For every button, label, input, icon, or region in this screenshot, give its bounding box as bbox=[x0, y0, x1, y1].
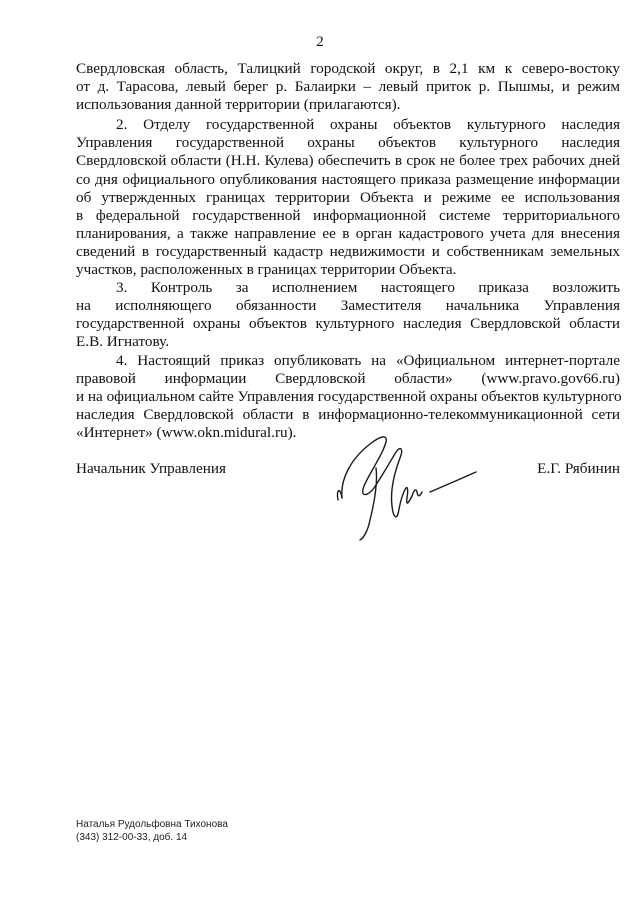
paragraph-4-start: 4. Настоящий приказ опубликовать на «Официальном интернет-портале bbox=[116, 351, 620, 369]
text-line: на исполняющего обязанности Заместителя начальника Управления bbox=[76, 297, 620, 315]
text-line: в федеральной государственной информационной системе территориального bbox=[76, 206, 620, 224]
text-line: Свердловская область, Талицкий городской округ, в 2,1 км к северо-востоку bbox=[76, 60, 620, 77]
paragraph-2-start: 2. Отделу государственной охраны объектов культурного наследия bbox=[116, 116, 620, 134]
text-line: об утвержденных границах территории Объекта и режиме ее использования bbox=[76, 188, 620, 206]
page-number: 2 bbox=[316, 34, 324, 50]
text-line: Управления государственной охраны объектов культурного наследия bbox=[76, 134, 620, 152]
text-line: использования данной территории (прилагаются). bbox=[76, 96, 401, 114]
text-line: от д. Тарасова, левый берег р. Балаирки – левый приток р. Пышмы, и режим bbox=[76, 78, 620, 96]
text-line: участков, расположенных в границах территории Объекта. bbox=[76, 261, 457, 279]
text-line: сведений в государственный кадастр недвижимости и собственникам земельных bbox=[76, 242, 620, 260]
text-line: Свердловской области (Н.Н. Кулева) обеспечить в срок не более трех рабочих дней bbox=[76, 152, 620, 170]
paragraph-3-start: 3. Контроль за исполнением настоящего приказа возложить bbox=[116, 279, 620, 297]
document-body bbox=[76, 60, 620, 442]
executor-info bbox=[76, 818, 228, 844]
executor-phone: (343) 312-00-33, доб. 14 bbox=[76, 832, 188, 843]
signer-title: Начальник Управления bbox=[76, 460, 226, 477]
text-line: со дня официального опубликования настоящего приказа размещение информации bbox=[76, 170, 620, 188]
text-line: государственной охраны объектов культурного наследия Свердловской области bbox=[76, 315, 620, 333]
text-line: наследия Свердловской области в информационно-телекоммуникационной сети bbox=[76, 405, 620, 423]
text-line: «Интернет» (www.okn.midural.ru). bbox=[76, 423, 297, 441]
text-line: правовой информации Свердловской области» (www.pravo.gov66.ru) bbox=[76, 369, 620, 387]
signer-name: Е.Г. Рябинин bbox=[537, 460, 620, 477]
handwritten-signature bbox=[330, 428, 490, 548]
executor-name: Наталья Рудольфовна Тихонова bbox=[76, 819, 228, 830]
text-line: и на официальном сайте Управления государственной охраны объектов культурного bbox=[76, 387, 622, 405]
text-line: Е.В. Игнатову. bbox=[76, 333, 170, 351]
text-line: планирования, а также направление ее в орган кадастрового учета для внесения bbox=[76, 224, 620, 242]
